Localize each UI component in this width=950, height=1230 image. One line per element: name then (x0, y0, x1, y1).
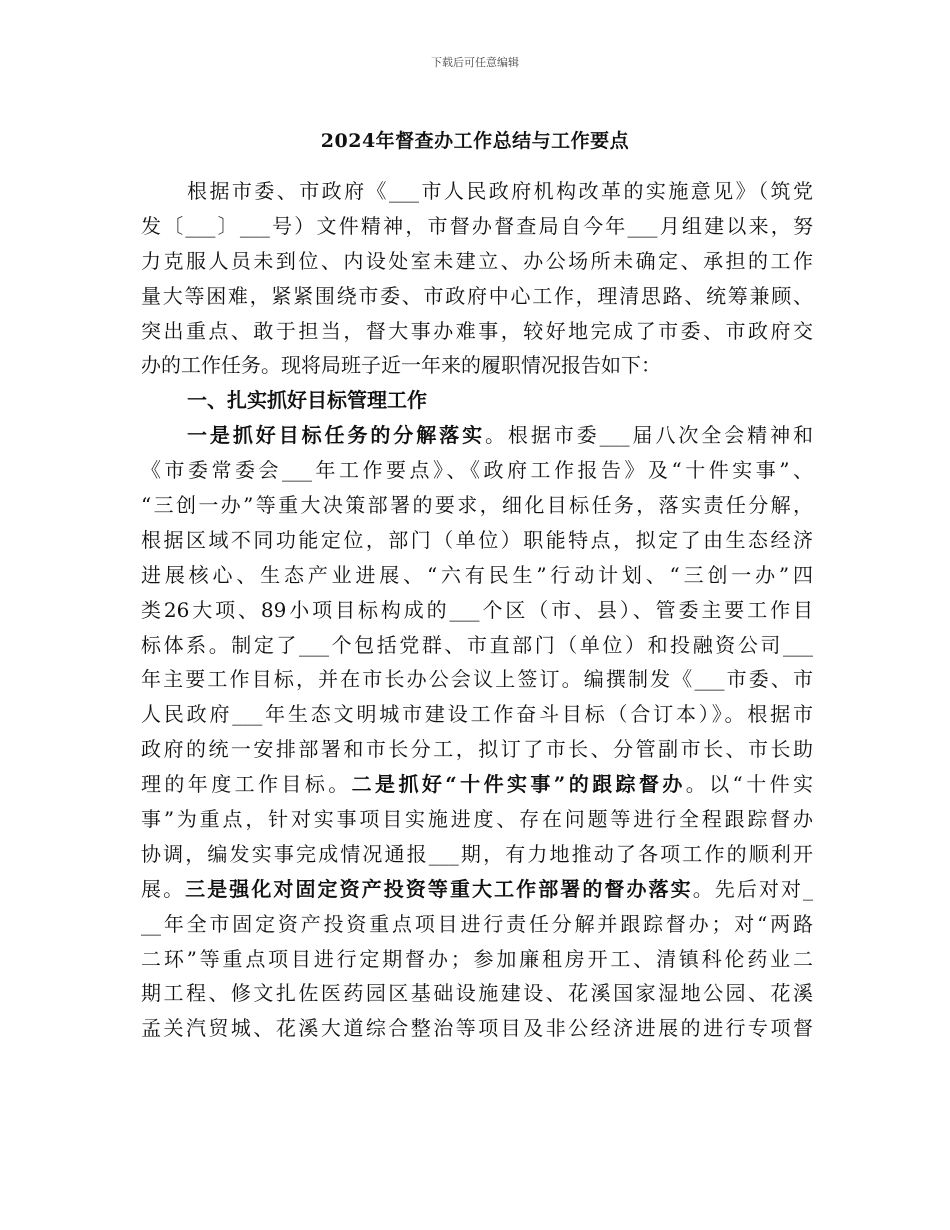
document-title: 2024年督查办工作总结与工作要点 (320, 130, 630, 152)
text-line (141, 767, 813, 802)
text-line: 年主要工作目标，并在市长办公会议上签订。编撰制发《___市委、市 (141, 667, 813, 692)
text-line: 突出重点、敢于担当，督大事办难事，较好地完成了市委、市政府交 (141, 318, 813, 343)
text-run: 。根据市委___届八次全会精神和 (485, 423, 813, 448)
text-line: “三创一办”等重大决策部署的要求，细化目标任务，落实责任分解， (141, 493, 813, 518)
text-line: __年全市固定资产投资重点项目进行责任分解并跟踪督办；对“两路 (141, 911, 813, 936)
bold-phrase: 三是强化对固定资产投资等重大工作部署的督办落实 (185, 876, 693, 901)
text-line (141, 418, 813, 453)
text-line: 进展核心、生态产业进展、“六有民生”行动计划、“三创一办”四 (141, 562, 813, 587)
text-line: 期工程、修文扎佐医药园区基础设施建设、花溪国家湿地公园、花溪 (141, 981, 813, 1006)
text-line: 协调，编发实事完成情况通报___期，有力地推动了各项工作的顺利开 (141, 841, 813, 866)
text-line: 发〔___〕___号）文件精神，市督办督查局自今年___月组建以来，努 (141, 213, 813, 238)
text-line: 孟关汽贸城、花溪大道综合整治等项目及非公经济进展的进行专项督 (141, 1016, 813, 1041)
text-line: 人民政府___年生态文明城市建设工作奋斗目标（合订本）》。根据市 (141, 702, 813, 727)
text-line: 根据市委、市政府《___市人民政府机构改革的实施意见》（筑党 (187, 179, 813, 203)
text-run: 。先后对对_ (692, 876, 814, 901)
section-heading: 一、扎实抓好目标管理工作 (187, 388, 427, 413)
bold-phrase: 一是抓好目标任务的分解落实 (187, 423, 485, 448)
paragraph-targets (141, 418, 813, 1046)
text-run: 展。 (141, 876, 186, 901)
header-note: 下载后可任意编辑 (431, 56, 519, 69)
text-line (141, 872, 813, 907)
text-line: 政府的统一安排部署和市长分工，拟订了市长、分管副市长、市长助 (141, 737, 813, 762)
text-line: 办的工作任务。现将局班子近一年来的履职情况报告如下： (141, 353, 661, 378)
paragraph-intro (141, 174, 813, 383)
bold-phrase: 二是抓好“十件实事”的跟踪督办 (351, 772, 686, 797)
text-run: 理的年度工作目标。 (141, 772, 352, 797)
text-line: 根据区域不同功能定位，部门（单位）职能特点，拟定了由生态经济 (141, 527, 813, 552)
document-body (141, 174, 813, 1046)
text-run: 。以“十件实 (685, 772, 814, 797)
text-line: 二环”等重点项目进行定期督办；参加廉租房开工、清镇科伦药业二 (141, 946, 813, 971)
text-line: 量大等困难，紧紧围绕市委、市政府中心工作，理清思路、统筹兼顾、 (141, 283, 813, 308)
text-line: 力克服人员未到位、内设处室未建立、办公场所未确定、承担的工作 (141, 248, 813, 273)
text-line: 类26大项、89小项目标构成的___个区（市、县）、管委主要工作目 (141, 597, 813, 622)
text-line: 事”为重点，针对实事项目实施进度、存在问题等进行全程跟踪督办 (141, 807, 813, 832)
text-line: 标体系。制定了___个包括党群、市直部门（单位）和投融资公司___ (141, 632, 813, 657)
text-line: 《市委常委会___年工作要点》、《政府工作报告》及“十件实事”、 (141, 458, 813, 483)
